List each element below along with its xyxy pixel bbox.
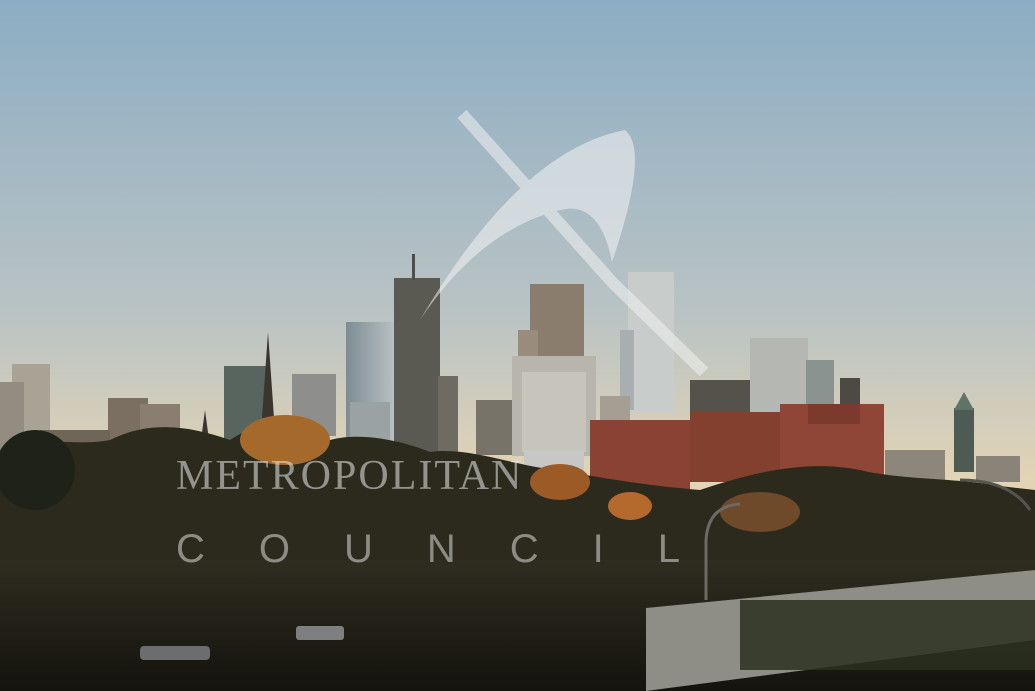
watermark-subtitle: COUNCIL [176, 527, 735, 571]
watermark-title: METROPOLITAN [176, 453, 524, 499]
